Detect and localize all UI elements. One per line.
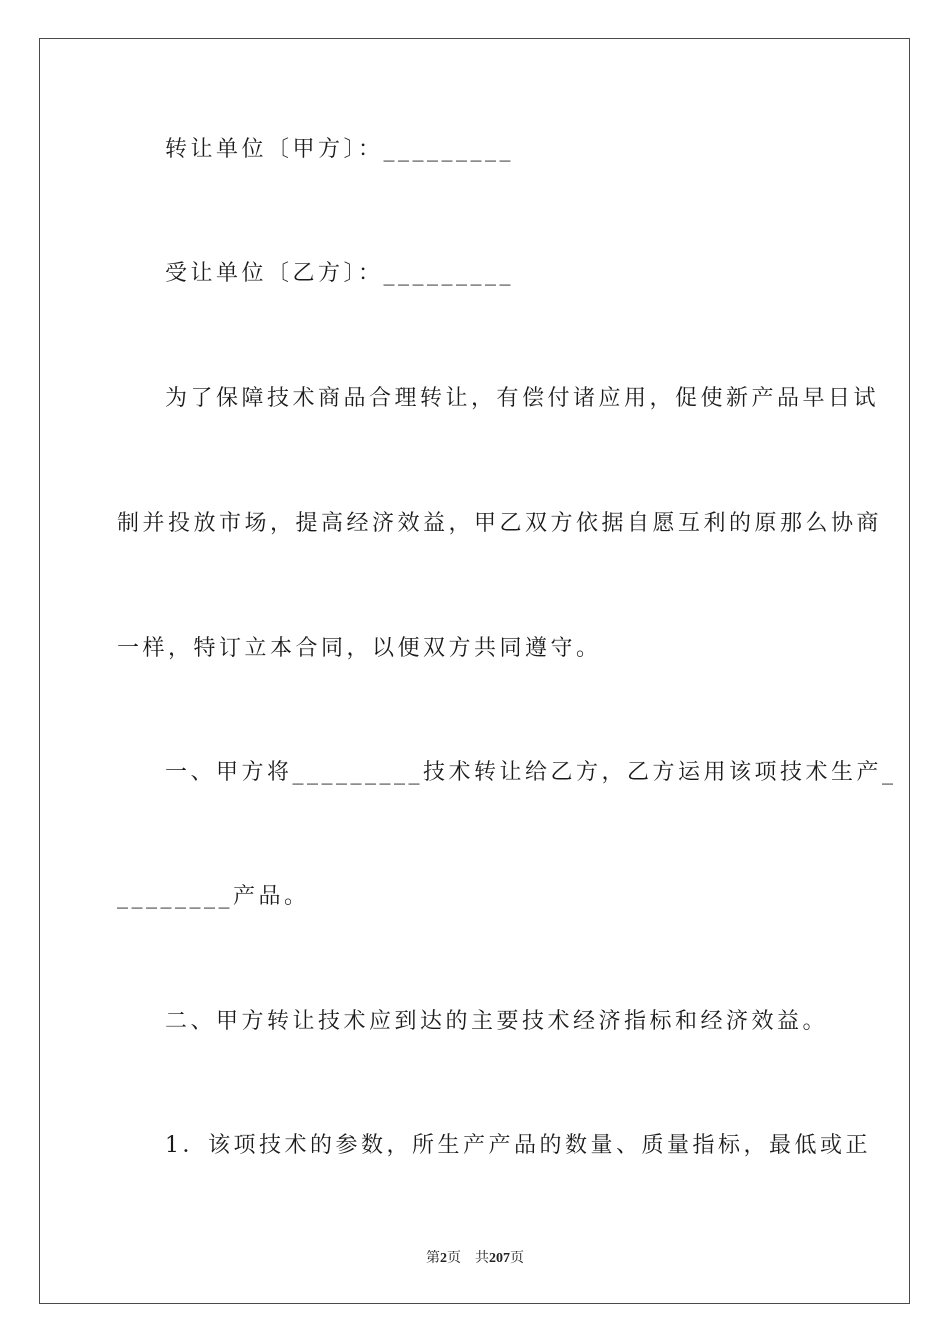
footer-page-suffix: 页 [447, 1251, 461, 1266]
preamble-line-3: 一样，特订立本合同，以便双方共同遵守。 [117, 636, 602, 661]
item-1-line: 1．该项技术的参数，所生产产品的数量、质量指标，最低或正 [165, 1133, 871, 1158]
preamble-line-2: 制并投放市场，提高经济效益，甲乙双方依据自愿互利的原那么协商 [117, 511, 883, 536]
page-footer [0, 1250, 950, 1268]
page-border [39, 38, 910, 1304]
footer-total-prefix: 共 [475, 1251, 489, 1266]
footer-total-pages: 207 [489, 1251, 510, 1266]
transferor-line: 转让单位〔甲方〕：_________ [165, 137, 515, 162]
clause-2-line: 二、甲方转让技术应到达的主要技术经济指标和经济效益。 [165, 1009, 829, 1034]
preamble-line-1: 为了保障技术商品合理转让，有偿付诸应用，促使新产品早日试 [165, 386, 880, 411]
transferee-line: 受让单位〔乙方〕：_________ [165, 261, 515, 286]
footer-page-number: 2 [440, 1251, 447, 1266]
clause-1-line-2: ________产品。 [117, 884, 310, 909]
footer-prefix: 第 [426, 1251, 440, 1266]
clause-1-line-1: 一、甲方将_________技术转让给乙方，乙方运用该项技术生产_ [165, 760, 897, 785]
footer-total-suffix: 页 [510, 1251, 524, 1266]
